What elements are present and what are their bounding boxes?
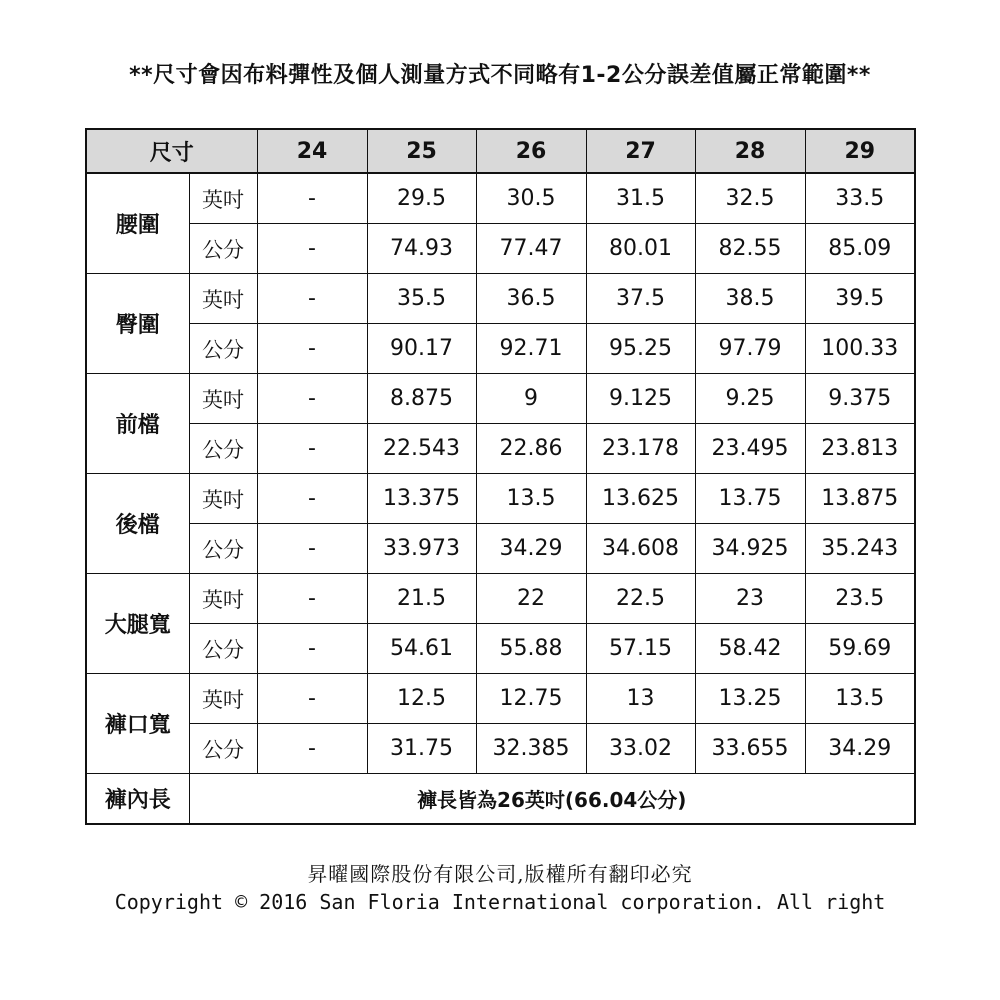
- size-column-header: 24: [257, 129, 367, 173]
- english-copyright-notice: Copyright © 2016 San Floria International corporation. All right: [114, 890, 886, 914]
- size-header-label: 尺寸: [86, 129, 257, 173]
- size-value-cell: -: [257, 274, 367, 324]
- size-value-cell: 13.25: [695, 674, 805, 724]
- inseam-label: 褲內長: [86, 774, 189, 825]
- size-value-cell: 13.875: [805, 474, 915, 524]
- size-column-header: 28: [695, 129, 805, 173]
- unit-inch-label: 英吋: [189, 674, 257, 724]
- size-value-cell: 59.69: [805, 624, 915, 674]
- size-value-cell: 58.42: [695, 624, 805, 674]
- unit-cm-label: 公分: [189, 224, 257, 274]
- size-value-cell: 22.543: [367, 424, 476, 474]
- size-value-cell: 31.75: [367, 724, 476, 774]
- size-value-cell: 54.61: [367, 624, 476, 674]
- size-value-cell: 9.125: [586, 374, 695, 424]
- unit-cm-label: 公分: [189, 324, 257, 374]
- size-value-cell: 23: [695, 574, 805, 624]
- size-value-cell: 23.5: [805, 574, 915, 624]
- size-value-cell: -: [257, 324, 367, 374]
- size-value-cell: 32.5: [695, 173, 805, 224]
- size-value-cell: -: [257, 524, 367, 574]
- size-value-cell: 77.47: [476, 224, 586, 274]
- table-row: [86, 324, 915, 374]
- measurement-label: 後檔: [86, 474, 189, 574]
- size-value-cell: 35.243: [805, 524, 915, 574]
- measurement-label: 腰圍: [86, 173, 189, 274]
- size-value-cell: -: [257, 674, 367, 724]
- size-value-cell: 100.33: [805, 324, 915, 374]
- size-chart-table: [85, 128, 916, 825]
- size-value-cell: 33.973: [367, 524, 476, 574]
- measurement-label: 褲口寬: [86, 674, 189, 774]
- size-value-cell: -: [257, 574, 367, 624]
- table-row: [86, 674, 915, 724]
- size-value-cell: 34.29: [805, 724, 915, 774]
- size-column-header: 26: [476, 129, 586, 173]
- size-value-cell: 34.29: [476, 524, 586, 574]
- size-value-cell: 29.5: [367, 173, 476, 224]
- size-value-cell: 12.5: [367, 674, 476, 724]
- table-row: [86, 424, 915, 474]
- unit-inch-label: 英吋: [189, 374, 257, 424]
- size-value-cell: 33.02: [586, 724, 695, 774]
- size-value-cell: 13.5: [805, 674, 915, 724]
- size-value-cell: 33.655: [695, 724, 805, 774]
- table-row: [86, 224, 915, 274]
- table-row: [86, 474, 915, 524]
- size-value-cell: 13: [586, 674, 695, 724]
- size-value-cell: -: [257, 424, 367, 474]
- size-value-cell: 30.5: [476, 173, 586, 224]
- size-value-cell: 9: [476, 374, 586, 424]
- size-value-cell: 23.178: [586, 424, 695, 474]
- size-value-cell: -: [257, 374, 367, 424]
- size-value-cell: -: [257, 224, 367, 274]
- measurement-disclaimer: **尺寸會因布料彈性及個人測量方式不同略有1-2公分誤差值屬正常範圍**: [129, 63, 871, 88]
- header-row: [86, 129, 915, 173]
- size-value-cell: 9.375: [805, 374, 915, 424]
- size-value-cell: 21.5: [367, 574, 476, 624]
- size-value-cell: 97.79: [695, 324, 805, 374]
- size-value-cell: 12.75: [476, 674, 586, 724]
- size-value-cell: 23.495: [695, 424, 805, 474]
- unit-inch-label: 英吋: [189, 274, 257, 324]
- size-value-cell: 74.93: [367, 224, 476, 274]
- table-row: [86, 574, 915, 624]
- unit-cm-label: 公分: [189, 524, 257, 574]
- size-value-cell: 33.5: [805, 173, 915, 224]
- unit-cm-label: 公分: [189, 624, 257, 674]
- table-row: [86, 374, 915, 424]
- inseam-value: 褲長皆為26英吋(66.04公分): [189, 774, 915, 825]
- unit-cm-label: 公分: [189, 724, 257, 774]
- size-value-cell: -: [257, 173, 367, 224]
- size-column-header: 25: [367, 129, 476, 173]
- size-value-cell: 22.86: [476, 424, 586, 474]
- size-value-cell: 90.17: [367, 324, 476, 374]
- size-value-cell: 13.625: [586, 474, 695, 524]
- company-copyright-notice: 昇曜國際股份有限公司,版權所有翻印必究: [307, 862, 693, 886]
- size-value-cell: 82.55: [695, 224, 805, 274]
- size-value-cell: -: [257, 474, 367, 524]
- size-value-cell: 92.71: [476, 324, 586, 374]
- size-value-cell: 34.925: [695, 524, 805, 574]
- inseam-row: [86, 774, 915, 825]
- size-value-cell: 13.75: [695, 474, 805, 524]
- size-value-cell: 38.5: [695, 274, 805, 324]
- size-value-cell: 23.813: [805, 424, 915, 474]
- unit-inch-label: 英吋: [189, 574, 257, 624]
- unit-inch-label: 英吋: [189, 474, 257, 524]
- size-value-cell: 80.01: [586, 224, 695, 274]
- table-row: [86, 724, 915, 774]
- size-value-cell: 36.5: [476, 274, 586, 324]
- size-value-cell: 95.25: [586, 324, 695, 374]
- size-value-cell: 13.5: [476, 474, 586, 524]
- measurement-label: 大腿寬: [86, 574, 189, 674]
- size-value-cell: -: [257, 624, 367, 674]
- size-value-cell: 32.385: [476, 724, 586, 774]
- unit-inch-label: 英吋: [189, 173, 257, 224]
- size-column-header: 27: [586, 129, 695, 173]
- measurement-label: 前檔: [86, 374, 189, 474]
- size-value-cell: 22: [476, 574, 586, 624]
- size-value-cell: 55.88: [476, 624, 586, 674]
- table-row: [86, 274, 915, 324]
- size-value-cell: 22.5: [586, 574, 695, 624]
- unit-cm-label: 公分: [189, 424, 257, 474]
- size-value-cell: 8.875: [367, 374, 476, 424]
- size-value-cell: 34.608: [586, 524, 695, 574]
- table-row: [86, 173, 915, 224]
- size-value-cell: 85.09: [805, 224, 915, 274]
- size-value-cell: 31.5: [586, 173, 695, 224]
- table-row: [86, 624, 915, 674]
- size-value-cell: -: [257, 724, 367, 774]
- size-value-cell: 39.5: [805, 274, 915, 324]
- size-value-cell: 35.5: [367, 274, 476, 324]
- measurement-label: 臀圍: [86, 274, 189, 374]
- size-value-cell: 57.15: [586, 624, 695, 674]
- size-value-cell: 37.5: [586, 274, 695, 324]
- size-value-cell: 9.25: [695, 374, 805, 424]
- table-row: [86, 524, 915, 574]
- size-value-cell: 13.375: [367, 474, 476, 524]
- size-column-header: 29: [805, 129, 915, 173]
